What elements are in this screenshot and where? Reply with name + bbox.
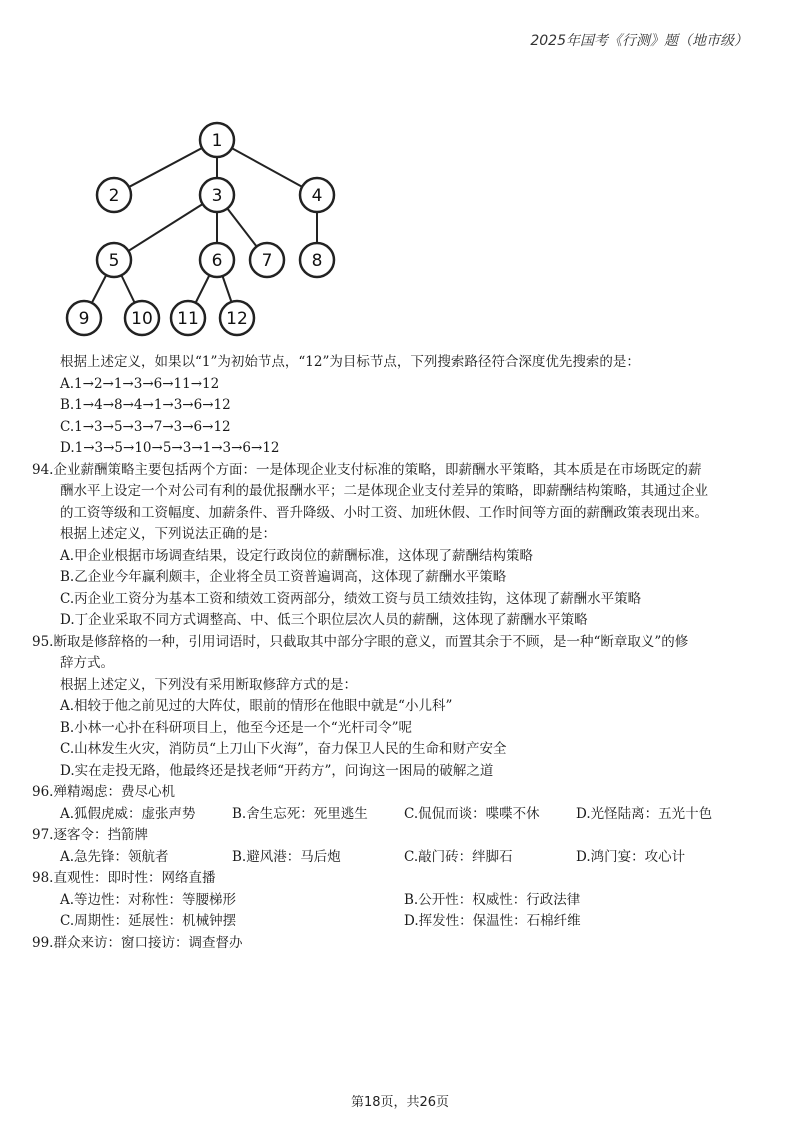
tree-node-8: [300, 243, 334, 277]
question-content: [32, 352, 750, 954]
q93-option-d: D.1→3→5→10→5→3→1→3→6→12: [60, 440, 280, 456]
node-label-10: 10: [131, 309, 153, 329]
tree-node-11: [171, 301, 205, 335]
q96-stem: 96.殚精竭虑：费尽心机: [32, 784, 175, 800]
node-label-5: 5: [108, 251, 120, 271]
q98-stem: 98.直观性：即时性：网络直播: [32, 870, 216, 886]
tree-node-10: [125, 301, 159, 335]
q94-prompt: 根据上述定义，下列说法正确的是：: [60, 526, 276, 542]
q95-prompt: 根据上述定义，下列没有采用断取修辞方式的是：: [60, 676, 357, 693]
q97-options: [60, 847, 750, 869]
node-label-6: 6: [211, 251, 223, 271]
tree-node-1: [200, 123, 234, 157]
page-footer: 第18页，共26页: [350, 1095, 450, 1110]
q95-option-b: B.小林一心扑在科研项目上，他至今还是一个“光杆司令”呢: [60, 719, 413, 736]
node-label-9: 9: [78, 309, 90, 329]
q95-option-d: D.实在走投无路，他最终还是找老师“开药方”，问询这一困局的破解之道: [60, 762, 494, 779]
q94-line-3: 的工资等级和工资幅度、加薪条件、晋升降级、小时工资、加班休假、工作时间等方面的薪酬政策表现出来。: [60, 504, 708, 521]
q97-option-c: C.敲门砖：绊脚石: [404, 848, 513, 865]
q96-option-a: A.狐假虎威：虚张声势: [60, 805, 196, 822]
node-label-4: 4: [311, 186, 323, 206]
tree-node-2: [97, 178, 131, 212]
q98-option-b: B.公开性：权威性：行政法律: [404, 891, 581, 908]
q95-option-a: A.相较于他之前见过的大阵仗，眼前的情形在他眼中就是“小儿科”: [60, 698, 453, 714]
q93-option-c: C.1→3→5→3→7→3→6→12: [60, 418, 231, 435]
q96-options: [60, 804, 750, 826]
tree-node-12: [220, 301, 254, 335]
node-label-1: 1: [211, 131, 223, 151]
tree-node-7: [250, 243, 284, 277]
tree-node-4: [300, 178, 334, 212]
q95-option-c: C.山林发生火灾，消防员“上刀山下火海”，奋力保卫人民的生命和财产安全: [60, 741, 507, 757]
q94-option-c: C.丙企业工资分为基本工资和绩效工资两部分，绩效工资与员工绩效挂钩，这体现了薪酬水平策略: [60, 590, 642, 607]
node-label-11: 11: [177, 309, 199, 329]
q97-option-b: B.避风港：马后炮: [232, 848, 341, 865]
q98-options-row-2: [60, 911, 750, 933]
q95-line-1: 95.断取是修辞格的一种，引用词语时，只截取其中部分字眼的意义，而置其余于不顾，是一种“断章取义”的修: [32, 633, 689, 650]
q99-stem: 99.群众来访：窗口接访：调查督办: [32, 934, 243, 951]
q93-option-b: B.1→4→8→4→1→3→6→12: [60, 397, 231, 413]
tree-edges: [84, 140, 317, 318]
tree-node-9: [67, 301, 101, 335]
q98-option-a: A.等边性：对称性：等腰梯形: [60, 891, 237, 908]
q94-option-d: D.丁企业采取不同方式调整高、中、低三个职位层次人员的薪酬，这体现了薪酬水平策略: [60, 612, 588, 628]
node-label-2: 2: [108, 186, 120, 206]
q93-prompt: 根据上述定义，如果以“1”为初始节点，“12”为目标节点，下列搜索路径符合深度优先搜索的是：: [60, 354, 640, 370]
q98-option-d: D.挥发性：保温性：石棉纤维: [404, 913, 581, 929]
tree-node-5: [97, 243, 131, 277]
q96-option-d: D.光怪陆离：五光十色: [576, 805, 713, 822]
q96-option-c: C.侃侃而谈：喋喋不休: [404, 805, 540, 822]
tree-node-3: [200, 178, 234, 212]
node-label-12: 12: [226, 309, 248, 329]
q98-options-row-1: [60, 890, 750, 912]
page-header: 2025年国考《行测》题（地市级）: [530, 33, 748, 49]
q96-option-b: B.舍生忘死：死里逃生: [232, 805, 368, 822]
q97-option-a: A.急先锋：领航者: [60, 848, 169, 865]
q94-line-2: 酬水平上设定一个对公司有利的最优报酬水平；二是体现企业支付差异的策略，即薪酬结构策略，其通过企业: [60, 483, 708, 499]
q94-option-b: B.乙企业今年赢利颇丰，企业将全员工资普遍调高，这体现了薪酬水平策略: [60, 569, 507, 585]
q95-line-2: 辞方式。: [60, 655, 114, 671]
tree-node-6: [200, 243, 234, 277]
q98-option-c: C.周期性：延展性：机械钟摆: [60, 913, 237, 929]
node-label-8: 8: [311, 251, 323, 271]
q97-stem: 97.逐客令：挡箭牌: [32, 827, 148, 843]
edge-3-5: [114, 195, 217, 260]
q97-option-d: D.鸿门宴：攻心计: [576, 848, 686, 865]
q93-option-a: A.1→2→1→3→6→11→12: [60, 375, 220, 392]
q94-option-a: A.甲企业根据市场调查结果，设定行政岗位的薪酬标准，这体现了薪酬结构策略: [60, 547, 534, 564]
tree-diagram: [62, 120, 362, 345]
node-label-3: 3: [211, 186, 223, 206]
node-label-7: 7: [261, 251, 273, 271]
q94-line-1: 94.企业薪酬策略主要包括两个方面：一是体现企业支付标准的策略，即薪酬水平策略，其本质是在市场既定的薪: [32, 461, 702, 478]
